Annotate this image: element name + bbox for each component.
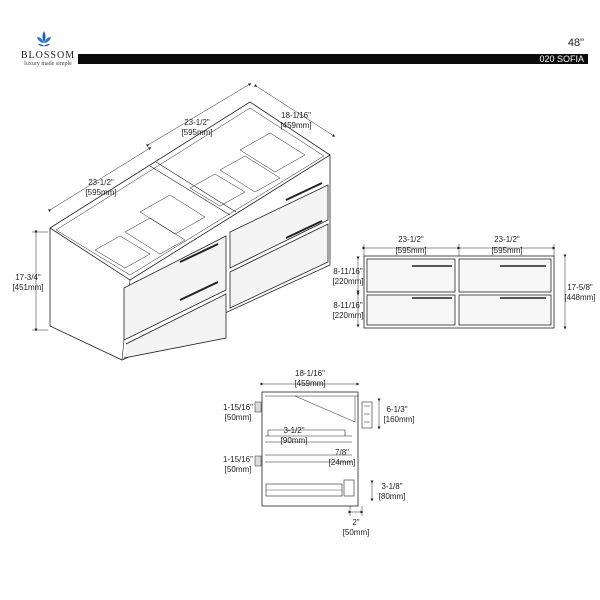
side-inner-mm: [90mm] — [280, 436, 308, 445]
front-drawer-top-in: 8-11/16" — [333, 267, 363, 276]
front-drawer-2 — [459, 259, 551, 292]
iso-depth-in: 18-1/16" — [281, 111, 311, 120]
front-drawer-bottom-in: 8-11/16" — [333, 301, 363, 310]
side-mid-gap-in: 1-15/16" — [223, 455, 253, 464]
side-top-gap-in: 1-15/16" — [223, 403, 253, 412]
side-top-gap-mm: [50mm] — [224, 413, 252, 422]
side-bottom-in: 2" — [352, 518, 360, 527]
front-width-right-in: 23-1/2" — [494, 235, 520, 244]
iso-width-right-mm: [595mm] — [181, 128, 213, 137]
side-shelf-mm: [24mm] — [328, 458, 356, 467]
model-name: 020 SOFIA — [539, 54, 584, 64]
front-drawer-4 — [459, 295, 551, 325]
front-height-mm: [448mm] — [564, 293, 596, 302]
iso-width-left-mm: [595mm] — [85, 188, 117, 197]
front-drawer-top-mm: [220mm] — [332, 277, 364, 286]
brand-name: BLOSSOM — [20, 50, 76, 61]
iso-depth-mm: [459mm] — [280, 121, 312, 130]
iso-height-mm: [451mm] — [12, 283, 44, 292]
iso-height-in: 17-3/4" — [15, 273, 41, 282]
side-depth-in: 18-1/16" — [295, 369, 325, 378]
side-mid-gap-mm: [50mm] — [224, 465, 252, 474]
front-drawer-bottom-mm: [220mm] — [332, 311, 364, 320]
side-view — [255, 384, 379, 516]
side-lower-mm: [80mm] — [378, 492, 406, 501]
side-depth-mm: [459mm] — [294, 379, 326, 388]
front-view — [358, 244, 565, 328]
side-upper-in: 6-1/3" — [386, 405, 408, 414]
side-inner-in: 3-1/2" — [283, 426, 305, 435]
side-lower-in: 3-1/8" — [381, 482, 403, 491]
front-drawer-3 — [367, 295, 455, 325]
product-size: 48" — [567, 37, 584, 49]
front-width-left-in: 23-1/2" — [398, 235, 424, 244]
front-width-right-mm: [595mm] — [491, 246, 523, 255]
front-height-in: 17-5/8" — [567, 283, 593, 292]
iso-width-right-in: 23-1/2" — [184, 118, 210, 127]
side-shelf-in: 7/8" — [335, 448, 349, 457]
side-upper-mm: [160mm] — [383, 415, 415, 424]
front-width-left-mm: [595mm] — [395, 246, 427, 255]
side-bottom-mm: [50mm] — [342, 528, 370, 537]
front-drawer-1 — [367, 259, 455, 292]
iso-width-left-in: 23-1/2" — [88, 178, 114, 187]
brand-tagline: luxury made simple — [24, 61, 72, 67]
